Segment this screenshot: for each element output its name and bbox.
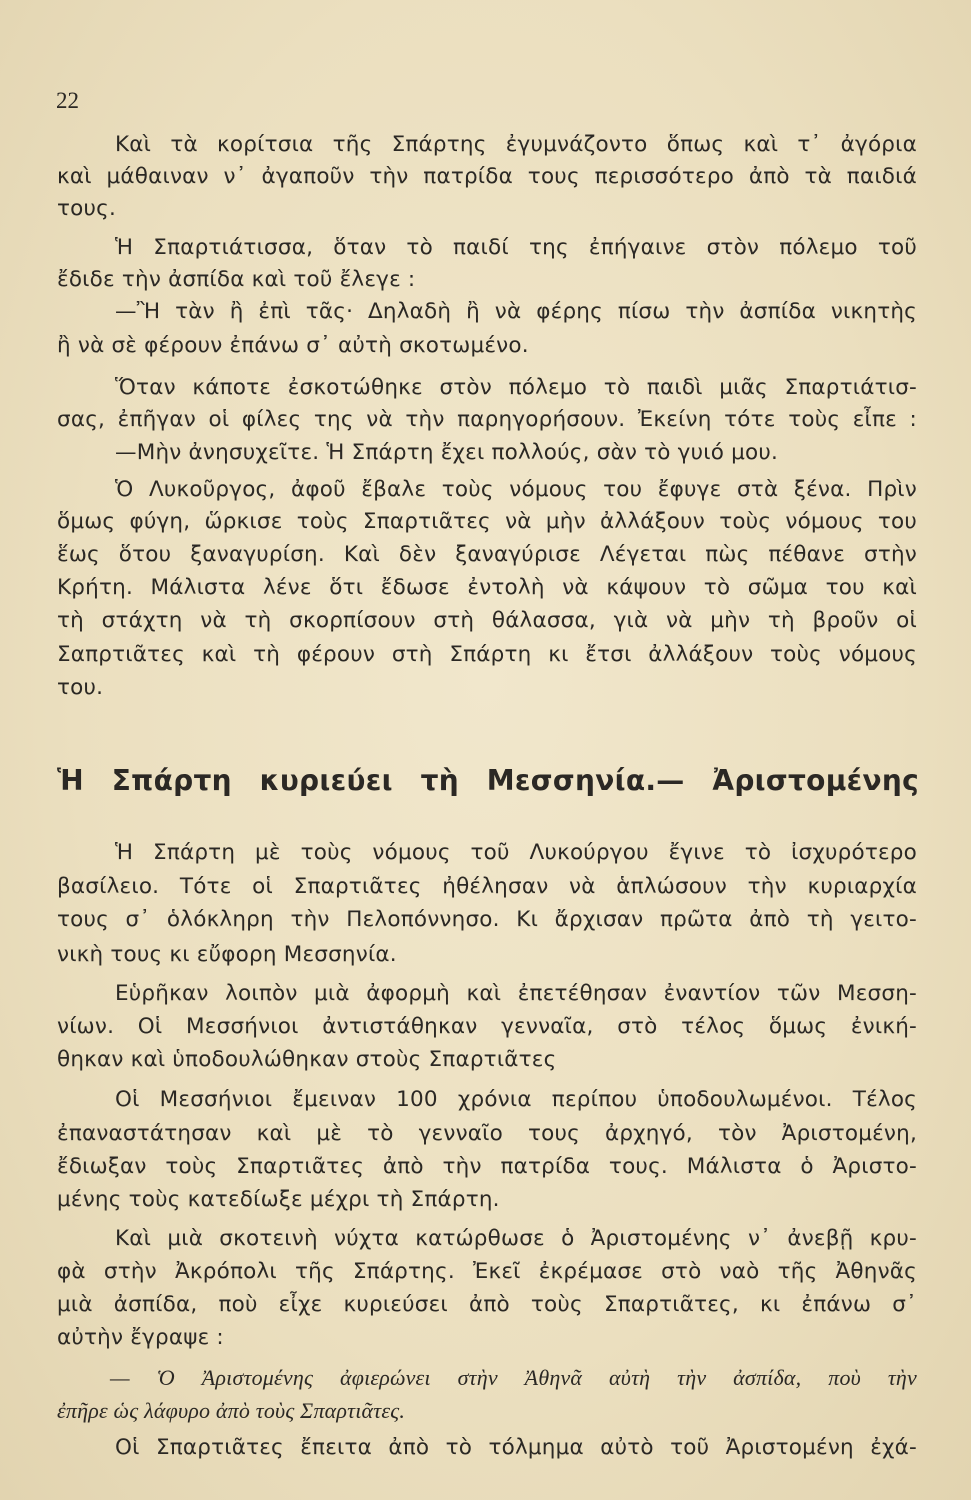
text-line: Ὁ Λυκοῦργος, ἀφοῦ ἔβαλε τοὺς νόμους του ἔφυγε στὰ ξένα. Πρὶν [115,477,917,502]
text-line: Οἱ Σπαρτιᾶτες ἔπειτα ἀπὸ τὸ τόλμημα αὐτὸ τοῦ Ἀριστομένη ἐχά- [115,1435,917,1460]
text-line: νικὴ τους κι εὔφορη Μεσσηνία. [57,942,397,967]
text-line: Καὶ τὰ κορίτσια τῆς Σπάρτης ἐγυμνάζοντο ὅπως καὶ τ᾽ ἀγόρια [115,132,917,157]
text-line: τους σ᾽ ὁλόκληρη τὴν Πελοπόννησο. Κι ἄρχισαν πρῶτα ἀπὸ τὴ γειτο- [57,907,917,932]
page-number: 22 [56,88,79,113]
text-line: καὶ μάθαιναν ν᾽ ἀγαποῦν τὴν πατρίδα τους περισσότερο ἀπὸ τὰ παιδιά [57,164,917,189]
text-line: ἔδιωξαν τοὺς Σπαρτιᾶτες ἀπὸ τὴν πατρίδα τους. Μάλιστα ὁ Ἀριστο- [57,1154,917,1179]
section-heading: Ἡ Σπάρτη κυριεύει τὴ Μεσσηνία.— Ἀριστομένης [57,764,919,797]
text-line: του. [57,675,104,700]
text-line: Κρήτη. Μάλιστα λένε ὅτι ἔδωσε ἐντολὴ νὰ κάψουν τὸ σῶμα του καὶ [57,575,917,600]
text-line: Ἡ Σπάρτη μὲ τοὺς νόμους τοῦ Λυκούργου ἔγινε τὸ ἰσχυρότερο [115,840,917,865]
quote-line: — Ὁ Ἀριστομένης ἀφιερώνει στὴν Ἀθηνᾶ αὐτὴ τὴν ἀσπίδα, ποὺ τὴν [110,1365,917,1390]
text-line: —Ἢ τὰν ἢ ἐπὶ τᾶς· Δηλαδὴ ἢ νὰ φέρης πίσω τὴν ἀσπίδα νικητὴς [115,299,917,324]
text-line: νίων. Οἱ Μεσσήνιοι ἀντιστάθηκαν γενναῖα, στὸ τέλος ὅμως ἐνική- [57,1014,917,1039]
text-line: τους. [57,196,116,221]
text-line: σας, ἐπῆγαν οἱ φίλες της νὰ τὴν παρηγορήσουν. Ἐκείνη τότε τοὺς εἶπε : [57,407,917,432]
text-line: ἕως ὅτου ξαναγυρίση. Καὶ δὲν ξαναγύρισε Λέγεται πὼς πέθανε στὴν [57,542,917,567]
text-line: αὐτὴν ἔγραψε : [57,1325,224,1350]
text-line: Σαπρτιᾶτες καὶ τὴ φέρουν στὴ Σπάρτη κι ἔτσι ἀλλάξουν τοὺς νόμους [57,642,917,667]
text-line: Ἡ Σπαρτιάτισσα, ὅταν τὸ παιδί της ἐπήγαινε στὸν πόλεμο τοῦ [115,235,917,260]
quote-line: ἐπῆρε ὡς λάφυρο ἀπὸ τοὺς Σπαρτιᾶτες. [57,1398,406,1423]
text-line: Ὅταν κάποτε ἐσκοτώθηκε στὸν πόλεμο τὸ παιδὶ μιᾶς Σπαρτιάτισ- [115,375,917,400]
text-line: μένης τοὺς κατεδίωξε μέχρι τὴ Σπάρτη. [57,1187,500,1212]
text-line: ἐπαναστάτησαν καὶ μὲ τὸ γενναῖο τους ἀρχηγό, τὸν Ἀριστομένη, [57,1121,917,1146]
text-line: θηκαν καὶ ὑποδουλώθηκαν στοὺς Σπαρτιᾶτες [57,1047,557,1072]
text-line: ὅμως φύγη, ὥρκισε τοὺς Σπαρτιᾶτες νὰ μὴν ἀλλάξουν τοὺς νόμους του [57,509,917,534]
text-line: φὰ στὴν Ἀκρόπολι τῆς Σπάρτης. Ἐκεῖ ἐκρέμασε στὸ ναὸ τῆς Ἀθηνᾶς [57,1259,917,1284]
text-line: Εὑρῆκαν λοιπὸν μιὰ ἀφορμὴ καὶ ἐπετέθησαν ἐναντίον τῶν Μεσση- [115,981,917,1006]
text-line: μιὰ ἀσπίδα, ποὺ εἶχε κυριεύσει ἀπὸ τοὺς Σπαρτιᾶτες, κι ἐπάνω σ᾽ [57,1292,917,1317]
text-line: ἢ νὰ σὲ φέρουν ἐπάνω σ᾽ αὐτὴ σκοτωμένο. [57,333,529,358]
text-line: Οἱ Μεσσήνιοι ἔμειναν 100 χρόνια περίπου ὑποδουλωμένοι. Τέλος [115,1087,917,1112]
text-line: τὴ στάχτη νὰ τὴ σκορπίσουν στὴ θάλασσα, γιὰ νὰ μὴν τὴ βροῦν οἱ [57,608,917,633]
text-line: —Μὴν ἀνησυχεῖτε. Ἡ Σπάρτη ἔχει πολλούς, σὰν τὸ γυιό μου. [115,440,779,465]
text-line: ἔδιδε τὴν ἀσπίδα καὶ τοῦ ἔλεγε : [57,267,416,292]
text-line: βασίλειο. Τότε οἱ Σπαρτιᾶτες ἠθέλησαν νὰ ἁπλώσουν τὴν κυριαρχία [57,874,917,899]
text-line: Καὶ μιὰ σκοτεινὴ νύχτα κατώρθωσε ὁ Ἀριστομένης ν᾽ ἀνεβῇ κρυ- [115,1226,917,1251]
